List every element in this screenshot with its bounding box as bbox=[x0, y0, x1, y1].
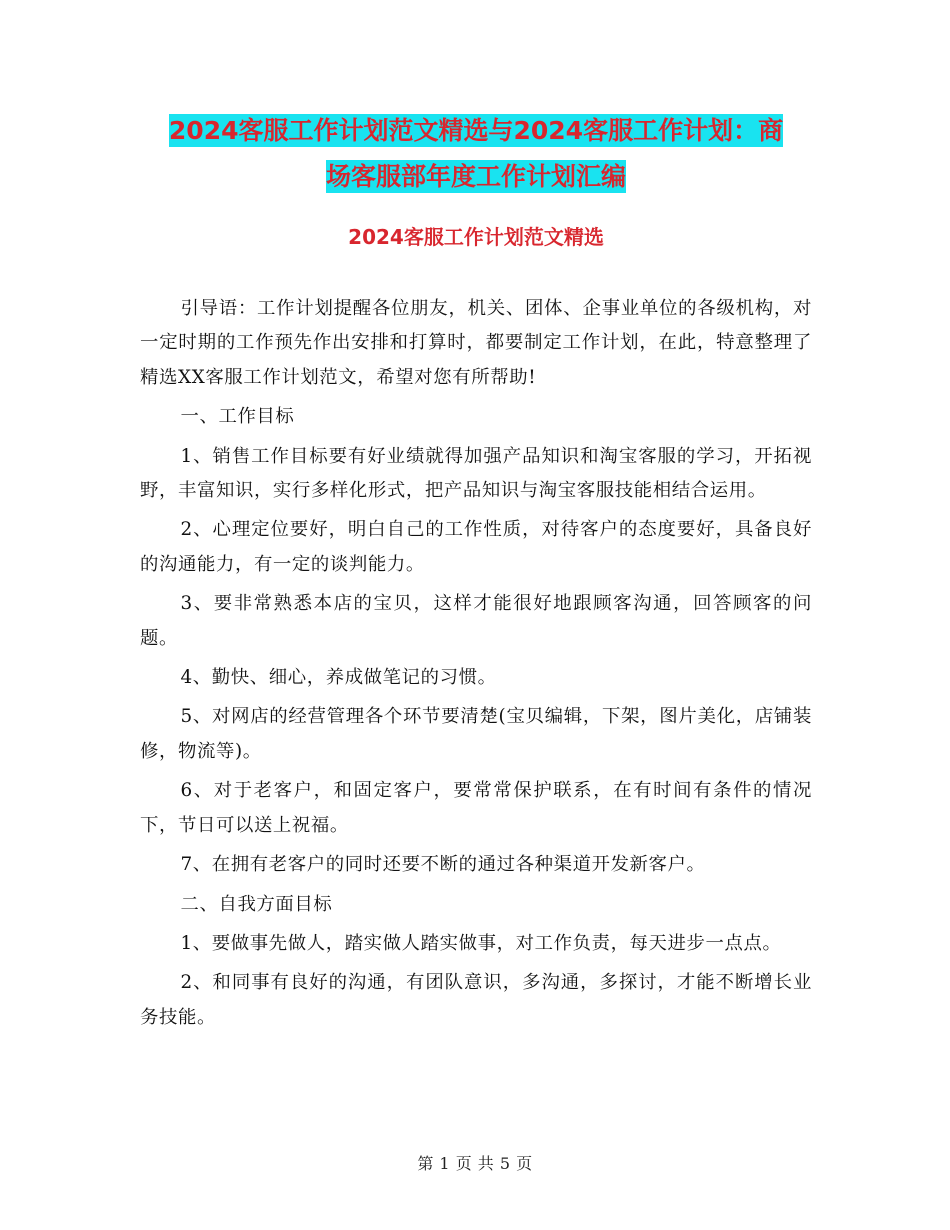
title-line-2: 场客服部年度工作计划汇编 bbox=[325, 162, 626, 191]
paragraph-item: 1、销售工作目标要有好业绩就得加强产品知识和淘宝客服的学习，开拓视野，丰富知识，实行多样化形式，把产品知识与淘宝客服技能相结合运用。 bbox=[140, 445, 812, 502]
heading-self-goals: 二、自我方面目标 bbox=[180, 893, 333, 915]
paragraph-item: 2、心理定位要好，明白自己的工作性质，对待客户的态度要好，具备良好的沟通能力，有一定的谈判能力。 bbox=[140, 519, 812, 575]
title-line-1: 2024客服工作计划范文精选与2024客服工作计划：商 bbox=[168, 116, 784, 145]
heading-work-goals: 一、工作目标 bbox=[180, 406, 295, 428]
paragraph-item: 5、对网店的经营管理各个环节要清楚(宝贝编辑，下架，图片美化，店铺装修，物流等)。 bbox=[140, 706, 812, 762]
paragraph-item: 4、勤快、细心，养成做笔记的习惯。 bbox=[180, 667, 497, 689]
paragraph-item: 3、要非常熟悉本店的宝贝，这样才能很好地跟顾客沟通，回答顾客的问题。 bbox=[140, 593, 812, 649]
paragraph-item: 6、对于老客户，和固定客户，要常常保护联系，在有时间有条件的情况下，节日可以送上祝福。 bbox=[140, 780, 812, 836]
section-subtitle: 2024客服工作计划范文精选 bbox=[348, 225, 604, 249]
paragraph-item: 2、和同事有良好的沟通，有团队意识，多沟通，多探讨，才能不断增长业务技能。 bbox=[140, 972, 812, 1028]
page-number-footer: 第 1 页 共 5 页 bbox=[417, 1154, 533, 1173]
paragraph-item: 7、在拥有老客户的同时还要不断的通过各种渠道开发新客户。 bbox=[180, 854, 706, 876]
document-body bbox=[140, 292, 812, 1040]
document-title bbox=[140, 108, 812, 200]
paragraph-item: 1、要做事先做人，踏实做人踏实做事，对工作负责，每天进步一点点。 bbox=[180, 932, 782, 954]
paragraph-intro: 引导语：工作计划提醒各位朋友，机关、团体、企事业单位的各级机构，对一定时期的工作预先作出安排和打算时，都要制定工作计划，在此，特意整理了精选XX客服工作计划范文，希望对您有所帮助! bbox=[140, 298, 812, 388]
